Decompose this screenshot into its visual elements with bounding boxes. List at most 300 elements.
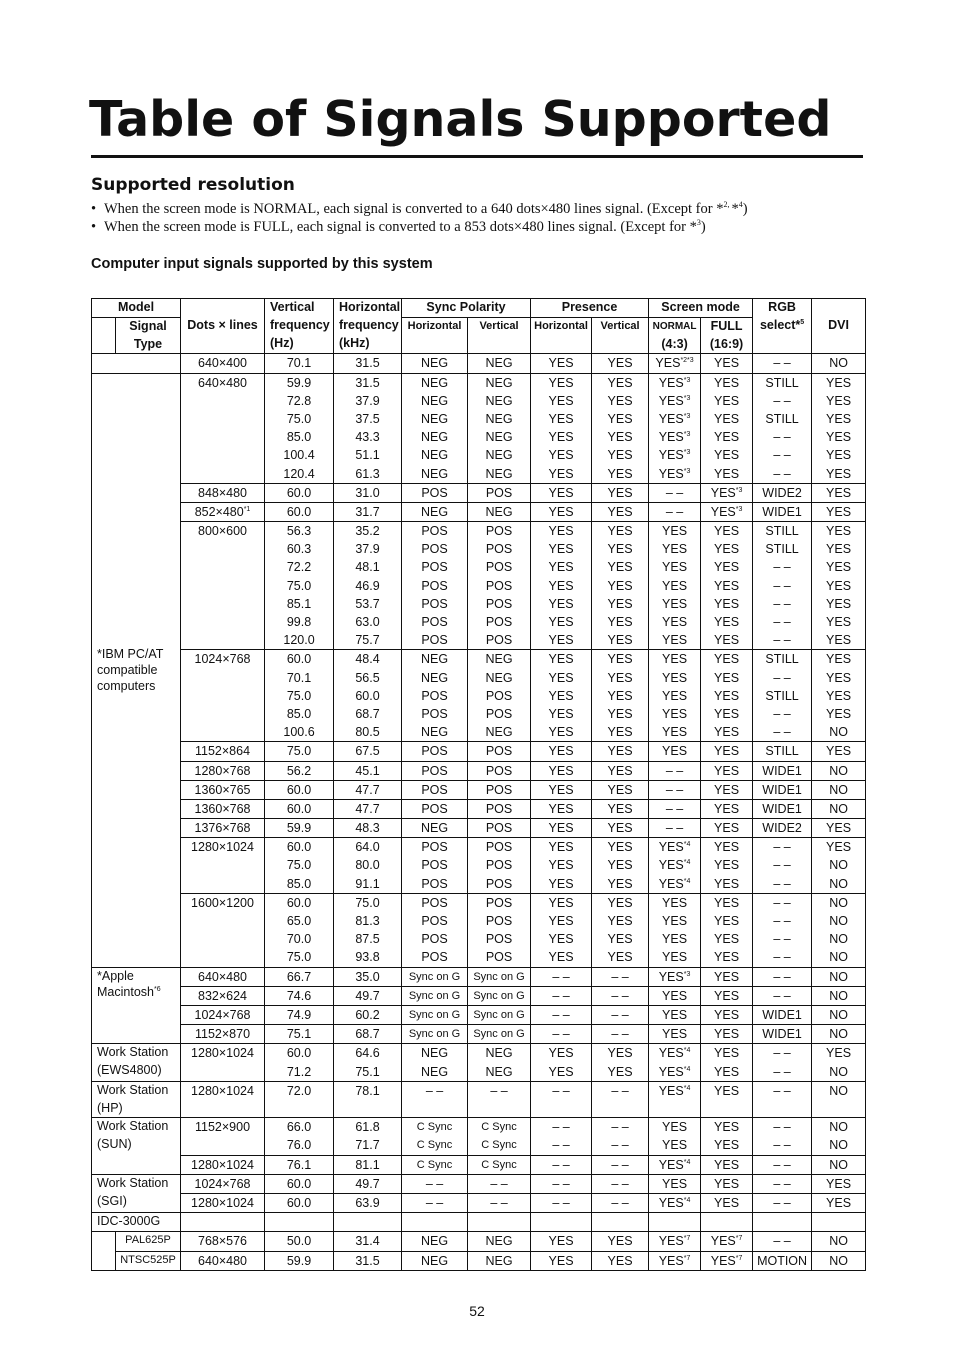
resolution-cell (181, 893, 265, 967)
rgb-cell (753, 1155, 812, 1174)
ph-cell-value: YES (548, 524, 574, 539)
pv-cell-value: YES (607, 466, 633, 481)
dvi-cell-value: NO (829, 801, 848, 816)
normal-cell (649, 650, 701, 742)
full-cell (701, 1081, 753, 1118)
resolution-cell (181, 819, 265, 838)
v-cell-value: 60.0 (286, 485, 312, 500)
v-cell (265, 1251, 334, 1270)
sv-cell (468, 967, 531, 986)
normal-cell (649, 819, 701, 838)
full-cell (701, 780, 753, 799)
sv-cell (468, 483, 531, 502)
sv-cell-value: POS (485, 932, 513, 947)
sh-cell-value: NEG (420, 670, 449, 685)
dvi-cell-value: YES (826, 1196, 852, 1211)
normal-cell (649, 967, 701, 986)
h-cell-value: 78.1 (355, 1083, 380, 1098)
ph-cell-value: YES (548, 914, 574, 929)
ph-cell-value: YES (548, 840, 574, 855)
h-cell-value: 46.9 (355, 578, 380, 593)
normal-cell-value: YES (662, 578, 688, 593)
sv-cell-value: Sync on G (473, 989, 525, 1002)
v-cell-value: 65.0 (286, 914, 312, 929)
normal-cell (649, 1118, 701, 1155)
sv-cell-value: NEG (485, 725, 513, 740)
sh-cell-value: NEG (420, 725, 449, 740)
dvi-cell (812, 986, 866, 1005)
v-cell-value: 120.0 (283, 633, 315, 648)
normal-cell-value: YES (662, 1007, 688, 1022)
rgb-cell-value: WIDE1 (762, 801, 802, 816)
full-cell-value: YES (714, 706, 740, 721)
model-cell: Work Station (SUN) (92, 1118, 181, 1175)
full-cell-value: YES (714, 356, 740, 371)
h-cell-value: 56.5 (355, 670, 380, 685)
sh-cell (402, 893, 468, 967)
resolution-cell (181, 1005, 265, 1024)
pv-cell-value: YES (607, 950, 633, 965)
dvi-cell (812, 1044, 866, 1081)
dvi-cell-value: YES (826, 448, 852, 463)
rgb-cell-value: STILL (765, 688, 799, 703)
ph-cell-value: YES (548, 448, 574, 463)
v-cell-value: 60.0 (286, 895, 312, 910)
sv-cell (468, 1174, 531, 1193)
sh-cell-value: NEG (420, 1253, 449, 1268)
rgb-cell-value: STILL (765, 411, 799, 426)
resolution-cell (181, 1174, 265, 1193)
v-cell (265, 650, 334, 742)
rgb-cell-value: – – (773, 840, 791, 855)
v-cell-value: 76.0 (286, 1138, 312, 1153)
rgb-cell-value: WIDE1 (762, 504, 802, 519)
full-cell-value: YES (714, 1064, 740, 1079)
sh-cell (402, 1251, 468, 1270)
sv-cell-value: C Sync (481, 1121, 517, 1134)
normal-cell (649, 893, 701, 967)
rgb-cell-value: – – (773, 670, 791, 685)
pv-cell (592, 1194, 649, 1213)
pv-cell (592, 1232, 649, 1251)
v-cell (265, 967, 334, 986)
ph-cell (531, 1174, 592, 1193)
signal-type-cell: NTSC525P (116, 1251, 181, 1270)
header-rgb-select: RGB select*$^5$ (753, 299, 812, 354)
h-cell-value: 31.0 (355, 485, 380, 500)
dvi-cell-value: YES (826, 744, 852, 759)
sh-cell-value: POS (421, 895, 448, 910)
ph-cell (531, 1081, 592, 1118)
h-cell-value: 80.0 (355, 858, 380, 873)
dvi-cell-value: NO (829, 988, 848, 1003)
full-cell (701, 742, 753, 761)
rgb-cell (753, 1194, 812, 1213)
sv-cell (468, 650, 531, 742)
normal-cell-value: YES (662, 1120, 688, 1135)
normal-cell-value: YES (662, 932, 688, 947)
rgb-cell-value: STILL (765, 542, 799, 557)
normal-cell (649, 502, 701, 521)
rgb-cell (753, 1025, 812, 1044)
full-cell (701, 799, 753, 818)
resolution-value: 1600×1200 (191, 895, 254, 910)
full-cell-value: YES (714, 615, 740, 630)
rgb-cell-value: WIDE2 (762, 485, 802, 500)
sv-cell-value: POS (485, 688, 513, 703)
h-cell-value: 71.7 (355, 1138, 380, 1153)
h-cell-value: 48.3 (355, 821, 380, 836)
rgb-cell-value: – – (773, 1196, 791, 1211)
ph-cell (531, 1251, 592, 1270)
ph-cell-value: YES (548, 356, 574, 371)
resolution-value: 1360×765 (194, 782, 251, 797)
full-cell (701, 967, 753, 986)
resolution-value: 1152×900 (194, 1120, 251, 1135)
resolution-cell (181, 1194, 265, 1213)
full-cell-value: YES (714, 988, 740, 1003)
sh-cell-value: Sync on G (408, 1008, 461, 1021)
dvi-cell-value: YES (826, 411, 852, 426)
table-row (92, 1081, 866, 1118)
sv-cell (468, 1005, 531, 1024)
resolution-cell (181, 1155, 265, 1174)
sh-cell-value: POS (421, 688, 448, 703)
rgb-cell (753, 819, 812, 838)
sh-cell-value: C Sync (416, 1158, 453, 1171)
full-cell-value: YES (714, 932, 740, 947)
sv-cell (468, 819, 531, 838)
dvi-cell-value: YES (826, 633, 852, 648)
normal-cell (649, 1044, 701, 1081)
ph-cell (531, 483, 592, 502)
table-row (92, 761, 866, 780)
rgb-cell (753, 799, 812, 818)
full-cell (701, 819, 753, 838)
sh-cell-value: POS (421, 876, 448, 891)
resolution-value: 640×480 (198, 1253, 248, 1268)
table-row (92, 1174, 866, 1193)
sh-cell (402, 1081, 468, 1118)
sv-cell-value: POS (485, 914, 513, 929)
pv-cell-value: YES (607, 356, 633, 371)
pv-cell-value: – – (611, 988, 629, 1003)
rgb-cell (753, 650, 812, 742)
ph-cell (531, 967, 592, 986)
sv-cell (468, 354, 531, 373)
dvi-cell-value: NO (829, 876, 848, 891)
dvi-cell (812, 780, 866, 799)
pv-cell-value: YES (607, 652, 633, 667)
header-sync-horizontal: Horizontal (402, 317, 468, 354)
header-presence-vertical: Vertical (592, 317, 649, 354)
normal-cell (649, 354, 701, 373)
sh-cell-value: POS (421, 615, 448, 630)
normal-cell-value: YES (662, 950, 688, 965)
sv-cell-value: POS (485, 485, 513, 500)
dvi-cell (812, 1232, 866, 1251)
h-cell-value: 37.9 (355, 393, 380, 408)
dvi-cell-value: YES (826, 1176, 852, 1191)
pv-cell-value: – – (611, 1007, 629, 1022)
sv-cell-value: POS (485, 744, 513, 759)
ph-cell (531, 373, 592, 483)
sh-cell-value: NEG (420, 411, 449, 426)
pv-cell-value: YES (607, 932, 633, 947)
pv-cell-value: YES (607, 430, 633, 445)
v-cell-value: 60.0 (286, 1046, 312, 1061)
h-cell-value: 60.2 (355, 1007, 380, 1022)
pv-cell-value: YES (607, 504, 633, 519)
full-cell-value: YES (714, 1027, 740, 1042)
ph-cell-value: YES (548, 615, 574, 630)
sh-cell (402, 799, 468, 818)
v-cell-value: 100.6 (283, 725, 315, 740)
ph-cell (531, 1194, 592, 1213)
ph-cell-value: YES (548, 876, 574, 891)
full-cell-value: YES (714, 969, 740, 984)
h-cell-value: 60.0 (355, 688, 380, 703)
full-cell-value: YES (714, 578, 740, 593)
sv-cell-value: Sync on G (473, 1028, 525, 1041)
dvi-cell-value: NO (829, 1157, 848, 1172)
bullet-item: • When the screen mode is FULL, each signal is converted to a 853 dots×480 lines signal. (Except for *$^3$) (91, 218, 748, 236)
pv-cell-value: YES (607, 524, 633, 539)
sh-cell (402, 1044, 468, 1081)
full-cell-value: YES (714, 393, 740, 408)
normal-cell-value: YES (662, 1176, 688, 1191)
normal-cell (649, 1194, 701, 1213)
normal-cell (649, 522, 701, 650)
normal-cell-value: YES (662, 688, 688, 703)
normal-cell-value: YES (662, 914, 688, 929)
sh-cell-value: NEG (420, 1046, 449, 1061)
sh-cell-value: POS (421, 485, 448, 500)
sh-cell-value: Sync on G (408, 989, 461, 1002)
sh-cell (402, 1025, 468, 1044)
resolution-value: 1024×768 (194, 1007, 251, 1022)
full-cell-value: YES (714, 1083, 740, 1098)
normal-cell-value: – – (665, 504, 684, 519)
sv-cell-value: POS (485, 840, 513, 855)
resolution-value: 768×576 (198, 1234, 248, 1249)
v-cell-value: 70.1 (286, 670, 312, 685)
pv-cell-value: YES (607, 670, 633, 685)
pv-cell (592, 502, 649, 521)
dvi-cell (812, 761, 866, 780)
v-cell-value: 60.0 (286, 504, 312, 519)
h-cell-value (334, 1213, 401, 1231)
dvi-cell-value: NO (829, 1064, 848, 1079)
h-cell-value: 31.5 (355, 356, 380, 371)
v-cell (265, 986, 334, 1005)
full-cell-value: YES (714, 670, 740, 685)
normal-cell-value: YES (662, 524, 688, 539)
pv-cell (592, 1174, 649, 1193)
h-cell-value: 48.4 (355, 652, 380, 667)
full-cell-value: YES$^{*7}$ (710, 1234, 743, 1249)
rgb-cell (753, 502, 812, 521)
rgb-cell (753, 742, 812, 761)
h-cell (334, 967, 402, 986)
full-cell (701, 1213, 753, 1232)
rgb-cell-value (753, 1213, 811, 1231)
table-row (92, 1194, 866, 1213)
h-cell-value: 75.7 (355, 633, 380, 648)
sh-cell-value: POS (421, 840, 448, 855)
sv-cell-value: – – (490, 1176, 508, 1191)
normal-cell (649, 483, 701, 502)
ph-cell (531, 838, 592, 894)
sh-cell-value: NEG (420, 466, 449, 481)
pv-cell-value: YES (607, 615, 633, 630)
h-cell-value: 47.7 (355, 801, 380, 816)
resolution-cell (181, 1081, 265, 1118)
resolution-cell (181, 780, 265, 799)
sv-cell-value: POS (485, 633, 513, 648)
full-cell-value: YES (714, 858, 740, 873)
v-cell (265, 838, 334, 894)
resolution-value (181, 1213, 264, 1231)
resolution-value: 1280×1024 (191, 1157, 254, 1172)
rgb-cell-value: – – (773, 858, 791, 873)
dvi-cell-value: YES (826, 542, 852, 557)
sv-cell (468, 502, 531, 521)
resolution-value: 1360×768 (194, 801, 251, 816)
header-screen-mode: Screen mode (649, 299, 753, 318)
sv-cell (468, 893, 531, 967)
sv-cell (468, 986, 531, 1005)
resolution-value: 1280×1024 (191, 1083, 254, 1098)
normal-cell-value: YES (662, 615, 688, 630)
full-cell-value: YES (714, 560, 740, 575)
full-cell-value: YES (714, 725, 740, 740)
h-cell (334, 354, 402, 373)
full-cell (701, 373, 753, 483)
sh-cell-value: NEG (420, 393, 449, 408)
resolution-cell (181, 354, 265, 373)
dvi-cell (812, 1081, 866, 1118)
rgb-cell-value: – – (773, 895, 791, 910)
sv-cell-value: POS (485, 782, 513, 797)
pv-cell-value: YES (607, 763, 633, 778)
h-cell-value: 31.4 (355, 1234, 380, 1249)
normal-cell-value: YES$^{*3}$ (658, 466, 691, 481)
header-normal: NORMAL (4:3) (649, 317, 701, 354)
v-cell-value: 50.0 (286, 1234, 312, 1249)
pv-cell (592, 1025, 649, 1044)
header-sync-vertical: Vertical (468, 317, 531, 354)
v-cell-value: 75.1 (286, 1027, 312, 1042)
full-cell-value: YES (714, 840, 740, 855)
v-cell (265, 742, 334, 761)
normal-cell-value: YES$^{*4}$ (658, 858, 691, 873)
ph-cell-value: YES (548, 858, 574, 873)
v-cell (265, 1025, 334, 1044)
sh-cell-value: POS (421, 914, 448, 929)
dvi-cell-value (812, 1213, 865, 1231)
rgb-cell-value: – – (773, 448, 791, 463)
dvi-cell-value: NO (829, 1027, 848, 1042)
pv-cell (592, 742, 649, 761)
pv-cell (592, 1005, 649, 1024)
sv-cell-value: POS (485, 801, 513, 816)
rgb-cell (753, 893, 812, 967)
full-cell-value: YES (714, 466, 740, 481)
normal-cell-value: – – (665, 782, 684, 797)
normal-cell-value: YES (662, 652, 688, 667)
rgb-cell-value: – – (773, 393, 791, 408)
dvi-cell (812, 967, 866, 986)
ph-cell (531, 986, 592, 1005)
sh-cell-value: POS (421, 744, 448, 759)
sv-cell (468, 780, 531, 799)
rgb-cell-value: – – (773, 1120, 791, 1135)
model-cell: IDC-3000G (92, 1213, 181, 1232)
sh-cell-value: POS (421, 932, 448, 947)
pv-cell-value: YES (607, 393, 633, 408)
h-cell-value: 47.7 (355, 782, 380, 797)
sv-cell-value: POS (485, 895, 513, 910)
full-cell-value: YES (714, 914, 740, 929)
normal-cell (649, 1174, 701, 1193)
normal-cell (649, 1213, 701, 1232)
v-cell-value: 72.0 (286, 1083, 312, 1098)
full-cell-value: YES$^{*3}$ (710, 504, 743, 519)
full-cell (701, 1155, 753, 1174)
h-cell (334, 1174, 402, 1193)
sh-cell (402, 502, 468, 521)
sv-cell (468, 1155, 531, 1174)
sh-cell (402, 1194, 468, 1213)
full-cell-value: YES (714, 1176, 740, 1191)
dvi-cell-value: YES (826, 393, 852, 408)
full-cell-value: YES (714, 688, 740, 703)
v-cell-value: 59.9 (286, 375, 312, 390)
model-cell: Work Station (HP) (92, 1081, 181, 1118)
ph-cell (531, 893, 592, 967)
ph-cell-value: YES (548, 706, 574, 721)
h-cell (334, 799, 402, 818)
pv-cell (592, 1213, 649, 1232)
pv-cell (592, 1251, 649, 1270)
ph-cell-value: – – (552, 1157, 570, 1172)
resolution-cell (181, 761, 265, 780)
dvi-cell (812, 1118, 866, 1155)
ph-cell-value: YES (548, 430, 574, 445)
h-cell-value: 81.1 (355, 1157, 380, 1172)
ph-cell-value: YES (548, 725, 574, 740)
dvi-cell-value: NO (829, 782, 848, 797)
dvi-cell-value: YES (826, 578, 852, 593)
dvi-cell-value: YES (826, 485, 852, 500)
h-cell-value: 80.5 (355, 725, 380, 740)
sh-cell (402, 1118, 468, 1155)
normal-cell-value: – – (665, 763, 684, 778)
pv-cell-value: YES (607, 1253, 633, 1268)
sv-cell-value: POS (485, 763, 513, 778)
dvi-cell (812, 522, 866, 650)
pv-cell-value: YES (607, 706, 633, 721)
h-cell (334, 1251, 402, 1270)
full-cell (701, 650, 753, 742)
full-cell-value: YES (714, 448, 740, 463)
sh-cell (402, 986, 468, 1005)
h-cell (334, 742, 402, 761)
dvi-cell (812, 1155, 866, 1174)
sh-cell-value: POS (421, 542, 448, 557)
resolution-value: 1280×1024 (191, 1046, 254, 1061)
